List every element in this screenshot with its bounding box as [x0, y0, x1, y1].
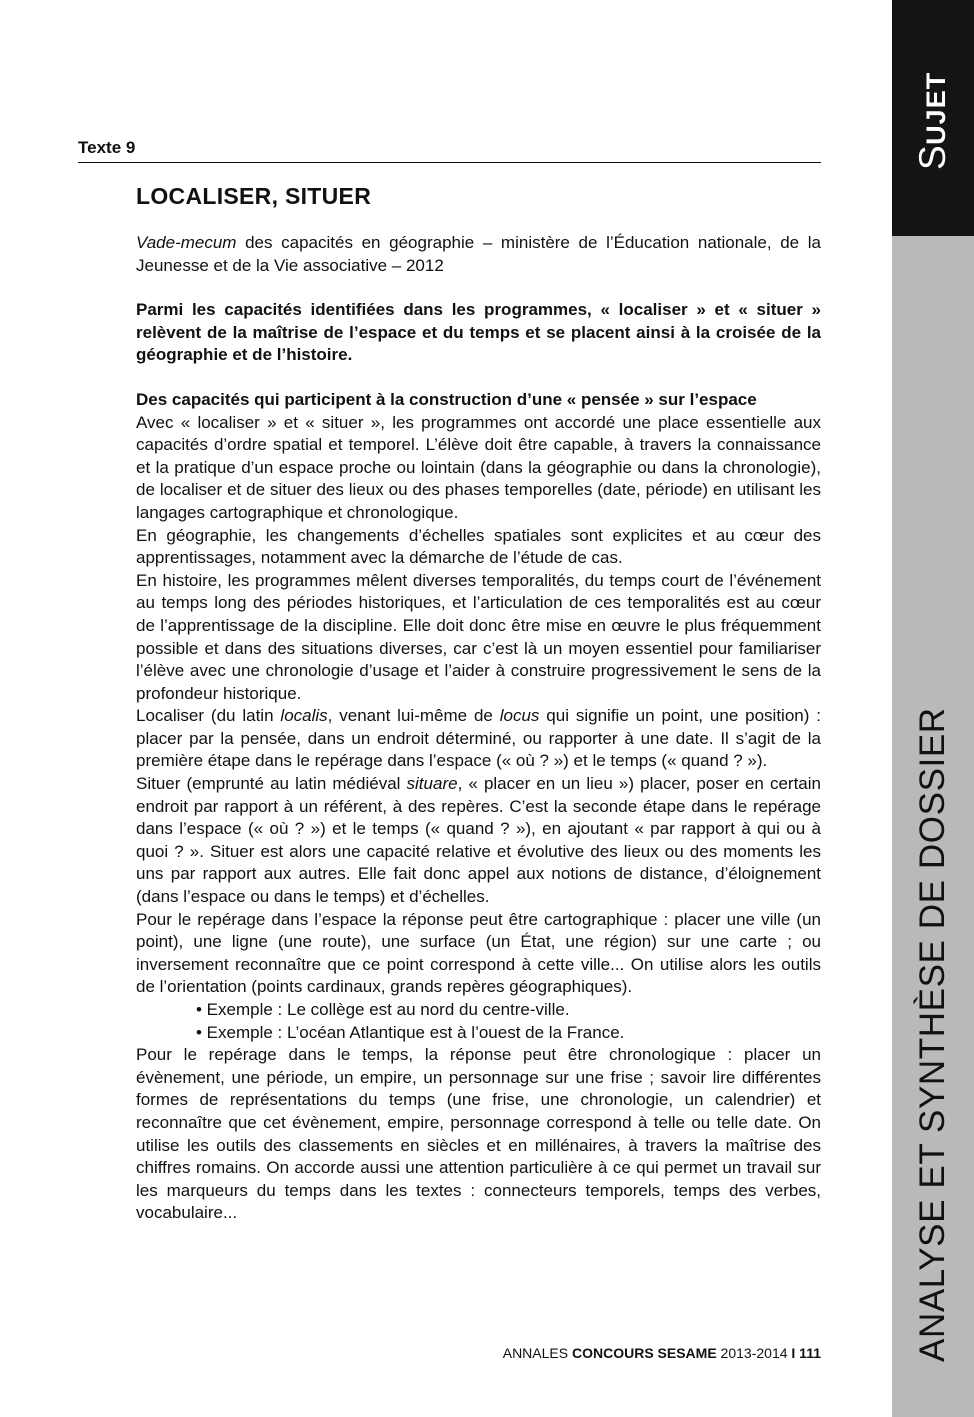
subheading: Des capacités qui participent à la construction d’une « pensée » sur l’espace [136, 389, 757, 409]
header-rule [78, 162, 821, 163]
lead-paragraph: Parmi les capacités identifiées dans les programmes, « localiser » et « situer » relèvent de la maîtrise de l’espace et du temps et se placent ainsi à la croisée de la géographie et de l’histoire. [136, 300, 821, 365]
footer-separator: I [791, 1345, 796, 1361]
paragraph: En histoire, les programmes mêlent diverses temporalités, du temps court de l’événement au temps long des périodes historiques, et l’articulation de ces temporalités est au cœur de l’apprentissage de la discipline. Elle doit donc être mise en œuvre le plus fréquemment possible et dans des situations diverses, car c’est là un moyen essentiel pour familiariser l’élève avec une chronologie d’usage et l’aider à construire progressivement le sens de la profondeur historique. [136, 570, 821, 703]
sidebar-tab-block [892, 0, 974, 236]
sidebar-section-label: ANALYSE ET SYNTHÈSE DE DOSSIER [913, 707, 952, 1362]
page-footer: ANNALES CONCOURS SESAME 2013-2014 I 111 [502, 1345, 821, 1361]
article-title: LOCALISER, SITUER [136, 183, 372, 209]
paragraph: Pour le repérage dans l’espace la réponse peut être cartographique : placer une ville (un point), une ligne (une route), une surface (un État, une région) sur une carte ; ou inversement reconnaître que ce point correspond à cette ville... On utilise alors les outils de l’orientation (points cardinaux, grands repères géographiques). [136, 909, 821, 997]
paragraph: En géographie, les changements d’échelles spatiales sont explicites et au cœur des apprentissages, notamment avec la démarche de l’étude de cas. [136, 525, 821, 568]
paragraph: Localiser (du latin localis, venant lui-même de locus qui signifie un point, une position) : placer par la pensée, dans un endroit déterminé, ou rapporter à une date. Il s’agit de la première étape dans le repérage dans l’espace (« où ? ») et le temps (« quand ? »). [136, 706, 821, 771]
list-item: • Exemple : L’océan Atlantique est à l’ouest de la France. [196, 1022, 625, 1042]
text-number: Texte 9 [78, 138, 136, 157]
paragraph: Avec « localiser » et « situer », les programmes ont accordé une place essentielle aux capacités d’ordre spatial et temporel. L’élève doit être capable, à travers la connaissance et la pratique d’un espace proche ou lointain (dans la géographie ou dans la chronologie), de localiser et de situer des lieux ou des phases temporelles (date, période) en utilisant les langages cartographique et chronologique. [136, 412, 821, 522]
page-number: 111 [795, 1345, 821, 1361]
sidebar-tab-label: SUJET [912, 71, 953, 170]
list-item: • Exemple : Le collège est au nord du centre-ville. [196, 1000, 570, 1019]
article-body [136, 232, 821, 1225]
paragraph: Situer (emprunté au latin médiéval situare, « placer en un lieu ») placer, poser en certain endroit par rapport à un référent, à des repères. C’est la seconde étape dans le repérage dans l’espace (« où ? ») et le temps (« quand ? »), en ajoutant « par rapport à qui ou à quoi ? ». Situer est alors une capacité relative et évolutive des lieux ou des moments les uns par rapport aux autres. Elle fait donc appel aux notions de distance, d’éloignement (dans l’espace ou dans le temps) et d’échelles. [136, 774, 821, 907]
source-line: Vade-mecum des capacités en géographie – ministère de l’Éducation nationale, de la Jeunesse et de la Vie associative – 2012 [136, 233, 821, 275]
paragraph: Pour le repérage dans le temps, la réponse peut être chronologique : placer un évènement, une période, un empire, un personnage sur une frise ; savoir lire différentes formes de représentations du temps (une frise, une chronologie, un calendrier) et reconnaître que cet évènement, empire, personnage correspond à telle ou telle date. On utilise les outils des classements en siècles et en millénaires, à travers la maîtrise des chiffres romains. On accorde aussi une attention particulière à ce qui permet un travail sur les marqueurs du temps dans les textes : connecteurs temporels, temps des verbes, vocabulaire... [136, 1045, 821, 1223]
